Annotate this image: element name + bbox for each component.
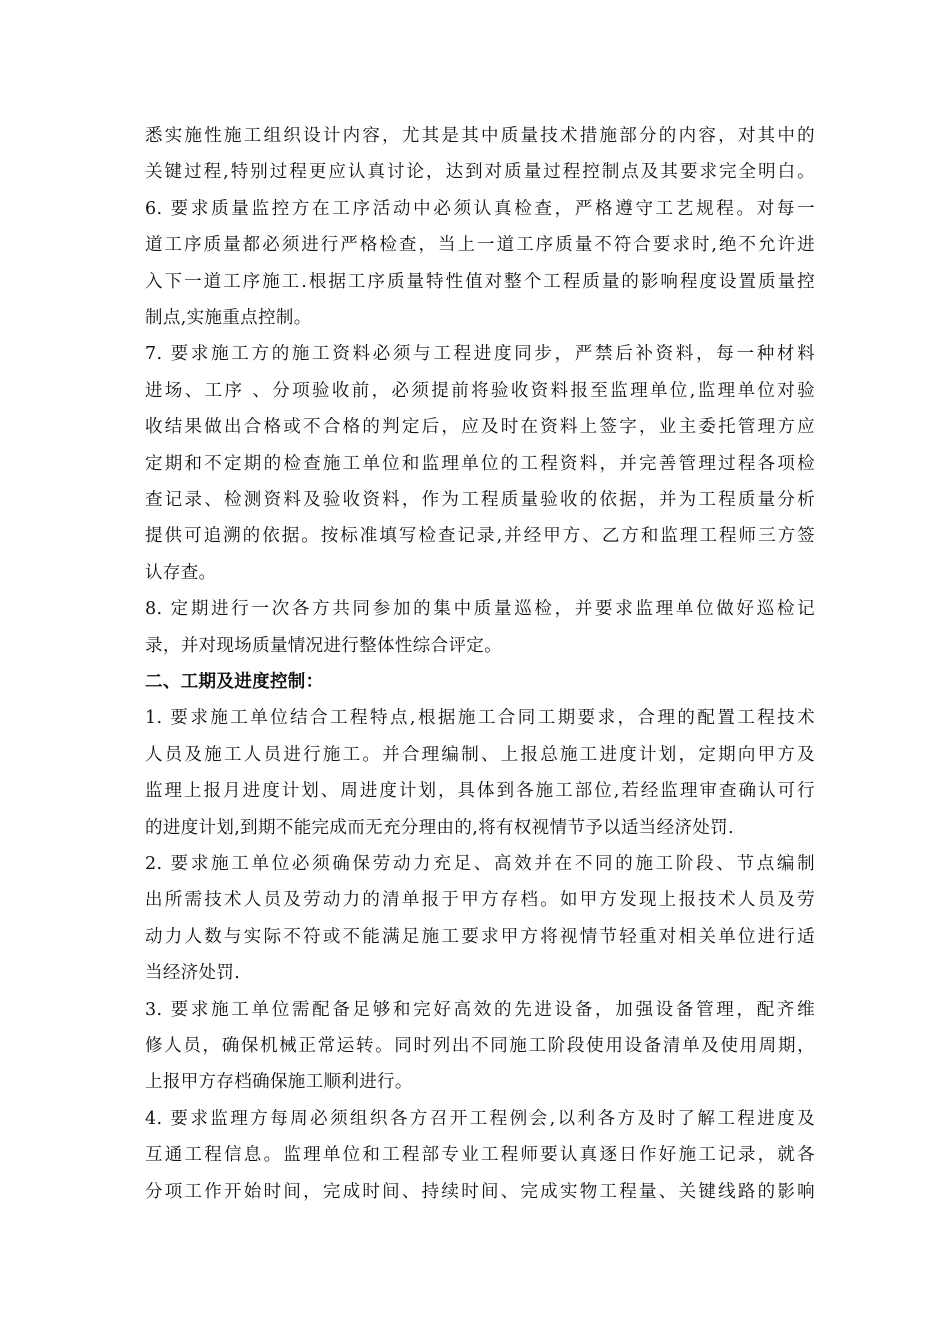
text-line: 互通工程信息。监理单位和工程部专业工程师要认真逐日作好施工记录，就各 xyxy=(145,1145,815,1166)
text-line: 3. 要求施工单位需配备足够和完好高效的先进设备，加强设备管理，配齐维 xyxy=(145,999,815,1020)
text-line: 1. 要求施工单位结合工程特点,根据施工合同工期要求，合理的配置工程技术 xyxy=(145,708,815,729)
text-line: 8. 定期进行一次各方共同参加的集中质量巡检，并要求监理单位做好巡检记 xyxy=(145,599,815,620)
text-line: 进场、工序 、分项验收前，必须提前将验收资料报至监理单位,监理单位对验 xyxy=(145,380,815,401)
text-line: 出所需技术人员及劳动力的清单报于甲方存档。如甲方发现上报技术人员及劳 xyxy=(145,890,815,911)
text-line: 7. 要求施工方的施工资料必须与工程进度同步，严禁后补资料，每一种材料 xyxy=(145,344,815,365)
text-line: 认存查。 xyxy=(145,562,217,583)
text-line: 道工序质量都必须进行严格检查，当上一道工序质量不符合要求时,绝不允许进 xyxy=(145,235,815,256)
text-line: 监理上报月进度计划、周进度计划，具体到各施工部位,若经监理审查确认可行 xyxy=(145,781,815,802)
text-line: 关键过程,特别过程更应认真讨论，达到对质量过程控制点及其要求完全明白。 xyxy=(145,162,815,183)
text-line: 上报甲方存档确保施工顺利进行。 xyxy=(145,1072,413,1093)
text-line: 动力人数与实际不符或不能满足施工要求甲方将视情节轻重对相关单位进行适 xyxy=(145,926,815,947)
section-heading: 二、工期及进度控制： xyxy=(145,672,324,692)
text-line: 当经济处罚. xyxy=(145,963,241,984)
text-line: 提供可追溯的依据。按标准填写检查记录,并经甲方、乙方和监理工程师三方签 xyxy=(145,526,815,547)
text-line: 定期和不定期的检查施工单位和监理单位的工程资料，并完善管理过程各项检 xyxy=(145,453,815,474)
text-line: 人员及施工人员进行施工。并合理编制、上报总施工进度计划，定期向甲方及 xyxy=(145,744,815,765)
text-line: 收结果做出合格或不合格的判定后，应及时在资料上签字，业主委托管理方应 xyxy=(145,417,815,438)
text-line: 修人员，确保机械正常运转。同时列出不同施工阶段使用设备清单及使用周期， xyxy=(145,1036,815,1056)
text-line: 6. 要求质量监控方在工序活动中必须认真检查，严格遵守工艺规程。对每一 xyxy=(145,198,815,219)
text-line: 4. 要求监理方每周必须组织各方召开工程例会,以利各方及时了解工程进度及 xyxy=(145,1108,815,1129)
text-line: 2. 要求施工单位必须确保劳动力充足、高效并在不同的施工阶段、节点编制 xyxy=(145,854,815,874)
text-line: 查记录、检测资料及验收资料，作为工程质量验收的依据，并为工程质量分析 xyxy=(145,490,815,510)
text-line: 录，并对现场质量情况进行整体性综合评定。 xyxy=(145,635,502,656)
text-line: 制点,实施重点控制。 xyxy=(145,308,312,328)
text-line: 入下一道工序施工.根据工序质量特性值对整个工程质量的影响程度设置质量控 xyxy=(145,271,815,292)
text-line: 分项工作开始时间，完成时间、持续时间、完成实物工程量、关键线路的影响 xyxy=(145,1181,815,1202)
text-line: 悉实施性施工组织设计内容，尤其是其中质量技术措施部分的内容，对其中的 xyxy=(145,126,815,146)
text-line: 的进度计划,到期不能完成而无充分理由的,将有权视情节予以适当经济处罚. xyxy=(145,817,734,838)
